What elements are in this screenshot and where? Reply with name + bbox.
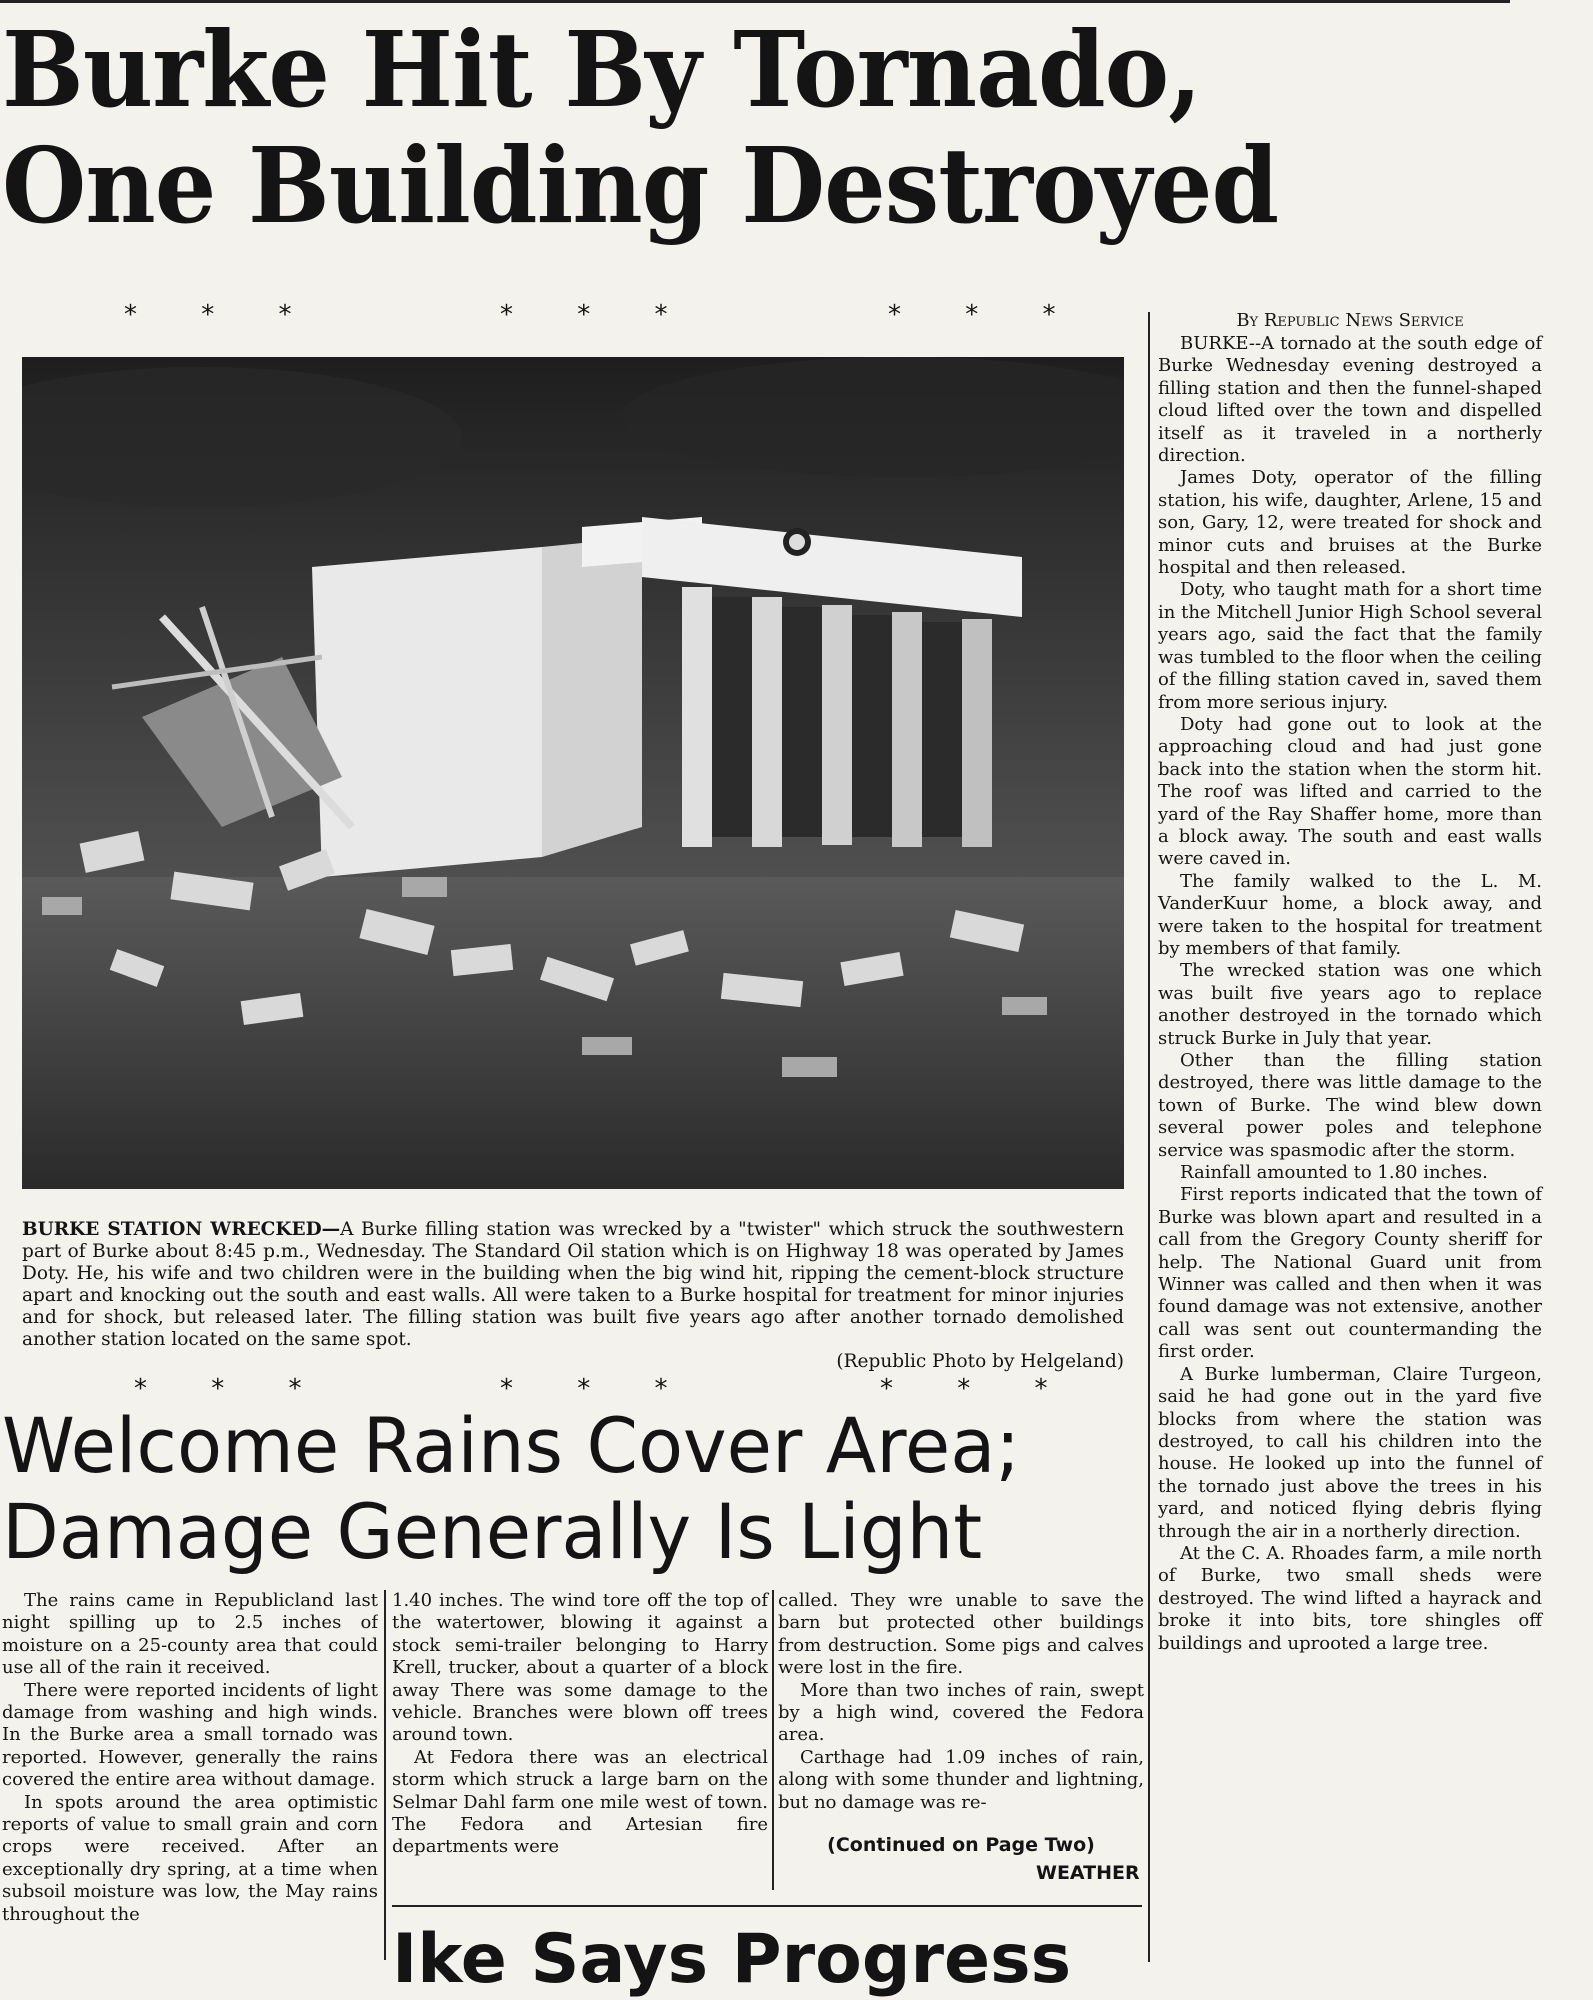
rains-paragraph: At Fedora there was an electrical storm which struck a large barn on the Selmar Dahl farm one mile west of town. The Fedora and Artesian fire departments were — [392, 1746, 768, 1858]
story-paragraph: First reports indicated that the town of Burke was blown apart and resulted in a call from the Gregory County sheriff for help. The National Guard unit from Winner was called and then when it was found damage was not extensive, another call was sent out countermanding the first order. — [1158, 1184, 1542, 1363]
star-separator: * * * — [500, 1374, 696, 1404]
story-paragraph: BURKE--A tornado at the south edge of Burke Wednesday evening destroyed a filling station and then the funnel-shaped cloud lifted over the town and dispelled itself as it traveled in a northerly direction. — [1158, 333, 1542, 467]
rains-headline-line-1: Welcome Rains Cover Area; — [2, 1401, 1021, 1490]
weather-label: WEATHER — [1036, 1862, 1140, 1884]
column-rule — [1148, 312, 1150, 1962]
star-separator: * * * — [880, 1374, 1076, 1404]
rains-column-3 — [778, 1590, 1144, 1814]
photo-credit: (Republic Photo by Helgeland) — [836, 1351, 1124, 1372]
bottom-headline: Ike Says Progress — [392, 1920, 1072, 1999]
tornado-wreck-image — [22, 357, 1124, 1189]
story-body — [1158, 333, 1542, 1655]
rains-paragraph: There were reported incidents of light damage from washing and high winds. In the Burke area a small tornado was reported. However, generally the rains covered the entire area without damage. — [2, 1679, 378, 1791]
story-paragraph: James Doty, operator of the filling station, his wife, daughter, Arlene, 15 and son, Gary, 12, were treated for shock and minor cuts and bruises at the Burke hospital and then released. — [1158, 467, 1542, 579]
caption-text: A Burke filling station was wrecked by a "twister" which struck the southwestern part of Burke about 8:45 p.m., Wednesday. The Standard Oil station which is on Highway 18 was operated by James Doty. He, his wife and two children were in the building when the big wind hit, ripping the cement-block structure apart and knocking out the south and east walls. All were taken to a Burke hospital for treatment for minor injuries and for shock, but released later. The filling station was built five years ago after another tornado demolished another station located on the same spot. — [22, 1219, 1125, 1350]
right-column-story — [1158, 310, 1542, 1655]
rains-column-2 — [392, 1590, 768, 1859]
star-separator: * * * — [888, 300, 1084, 330]
story-paragraph: The family walked to the L. M. VanderKuur home, a block away, and were taken to the hospital for treatment by members of that family. — [1158, 870, 1542, 959]
story-paragraph: Rainfall amounted to 1.80 inches. — [1180, 1162, 1488, 1184]
column-rule — [772, 1590, 774, 1890]
story-paragraph: At the C. A. Rhoades farm, a mile north of Burke, two small sheds were destroyed. The wind lifted a hayrack and broke it into bits, tore shingles off buildings and uprooted a large tree. — [1158, 1542, 1542, 1654]
rains-paragraph: The rains came in Republicland last night spilling up to 2.5 inches of moisture on a 25-county area that could use all of the rain it received. — [2, 1590, 378, 1679]
star-separator: * * * — [500, 300, 696, 330]
star-separator: * * * — [134, 1374, 330, 1404]
news-photo — [22, 357, 1124, 1189]
top-rule — [0, 0, 1510, 3]
rains-paragraph: called. They wre unable to save the barn but protected other buildings from destruction. Some pigs and calves were lost in the fire. — [778, 1590, 1144, 1679]
rains-column-1 — [2, 1590, 378, 1960]
headline-line-1: Burke Hit By Tornado, — [2, 8, 1201, 131]
column-rule — [384, 1590, 386, 1960]
story-paragraph: A Burke lumberman, Claire Turgeon, said he had gone out in the yard five blocks from where the station was destroyed, to call his children into the house. He looked up into the funnel of the tornado just above the trees in his yard, and noticed flying debris flying through the air in a northerly direction. — [1158, 1363, 1542, 1542]
headline-line-2: One Building Destroyed — [2, 124, 1279, 247]
rains-paragraph: In spots around the area optimistic reports of value to small grain and corn crops were received. After an exceptionally dry spring, at a time when subsoil moisture was low, the May rains throughout the — [2, 1791, 378, 1925]
story-paragraph: Doty, who taught math for a short time in the Mitchell Junior High School several years ago, said the fact that the family was tumbled to the floor when the ceiling of the filling station caved in, saved them from more serious injury. — [1158, 579, 1542, 713]
story-paragraph: Doty had gone out to look at the approaching cloud and had just gone back into the station when the storm hit. The roof was lifted and carried to the yard of the Ray Shaffer home, more than a block away. The south and east walls were caved in. — [1158, 713, 1542, 870]
star-separator: * * * — [124, 300, 320, 330]
rains-headline-line-2: Damage Generally Is Light — [2, 1487, 983, 1576]
story-paragraph: The wrecked station was one which was built five years ago to replace another destroyed in the tornado which struck Burke in July that year. — [1158, 960, 1542, 1049]
rains-paragraph: 1.40 inches. The wind tore off the top of the watertower, blowing it against a stock semi-trailer belonging to Harry Krell, trucker, about a quarter of a block away There was some damage to the vehicle. Branches were blown off trees around town. — [392, 1590, 768, 1746]
photo-caption — [22, 1219, 1124, 1373]
rains-paragraph: Carthage had 1.09 inches of rain, along with some thunder and lightning, but no damage was re- — [778, 1746, 1144, 1813]
caption-lead: BURKE STATION WRECKED— — [22, 1219, 341, 1240]
continued-note: (Continued on Page Two) — [827, 1834, 1095, 1856]
section-rule — [392, 1905, 1142, 1907]
byline: By Republic News Service — [1236, 310, 1464, 331]
rains-paragraph: More than two inches of rain, swept by a high wind, covered the Fedora area. — [778, 1679, 1144, 1746]
story-paragraph: Other than the filling station destroyed, there was little damage to the town of Burke. The wind blew down several power poles and telephone service was spasmodic after the storm. — [1158, 1050, 1542, 1161]
